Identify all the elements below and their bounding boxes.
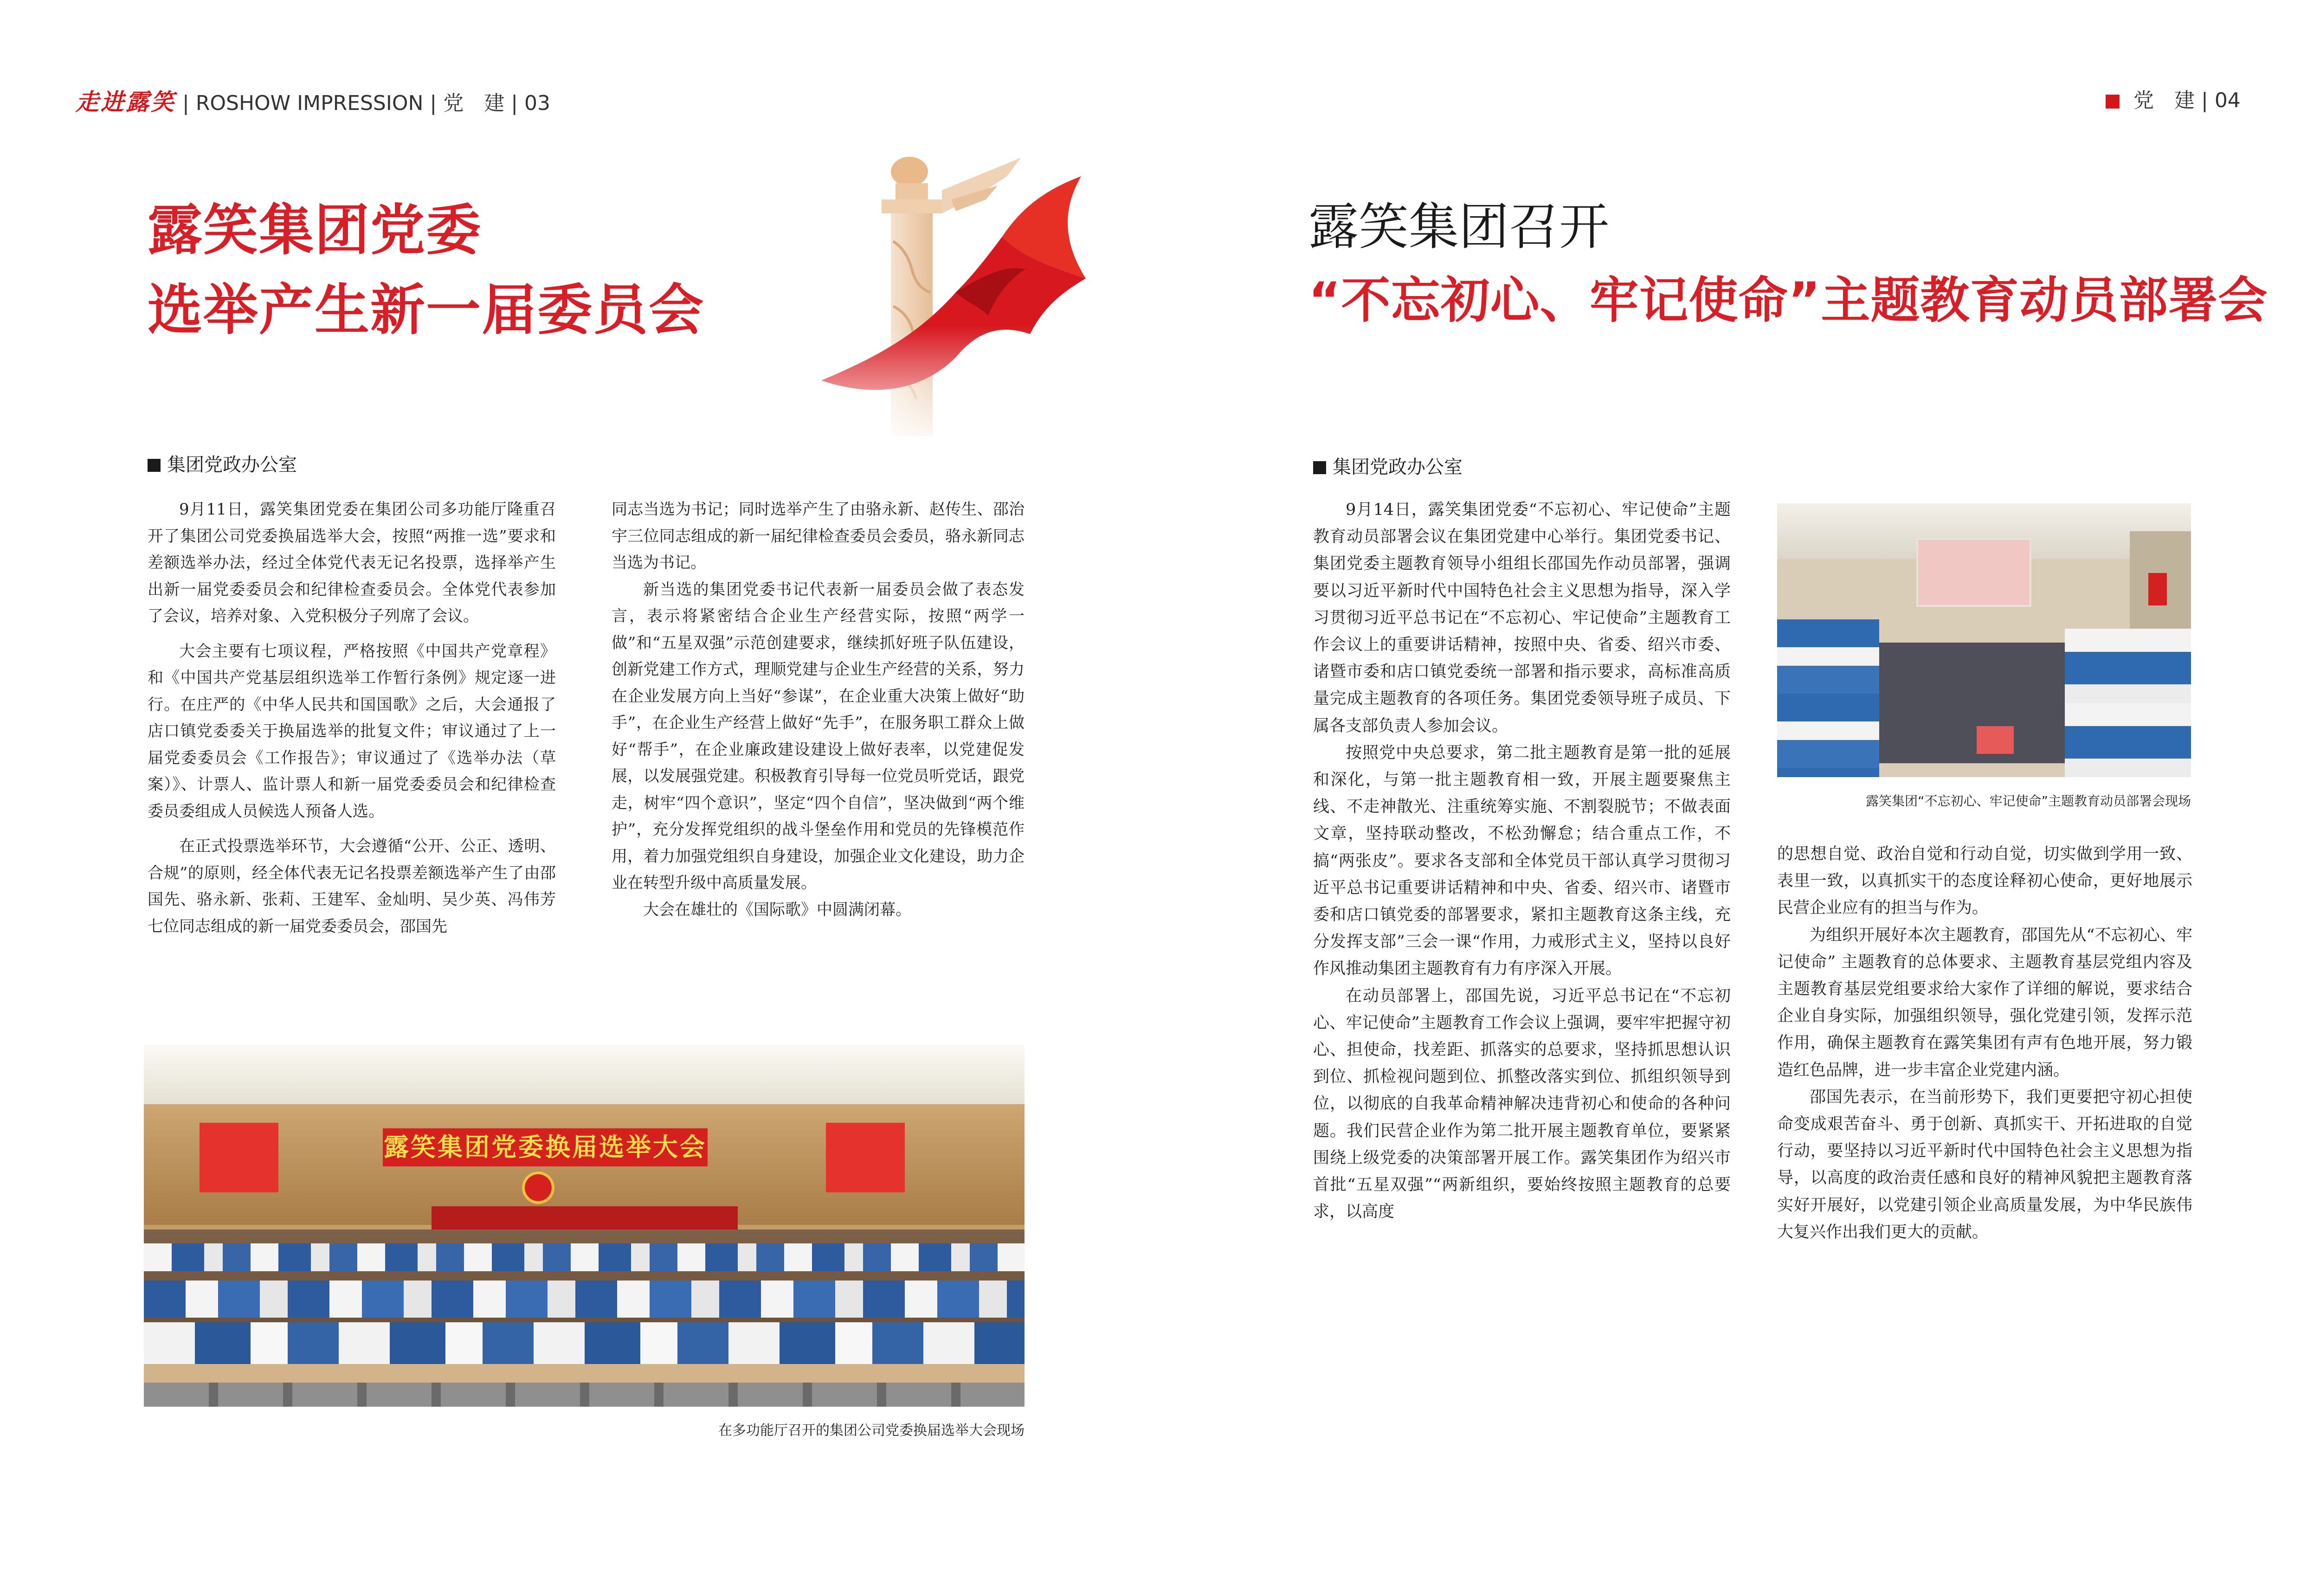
paragraph: 大会主要有七项议程，严格按照《中国共产党章程》和《中国共产党基层组织选举工作暂行条例》规定逐一进行。在庄严的《中华人民共和国国歌》之后，大会通报了店口镇党委委关于换届选举的批复文件；审议通过了上一届党委委员会《工作报告》；审议通过了《选举办法（草案）》、计票人、监计票人和新一届党委委员会和纪律检查委员委组成人员候选人预备人选。 <box>148 642 556 821</box>
page-number: 03 <box>524 91 551 115</box>
right-column-1 <box>1313 496 1731 1225</box>
right-title-line2: “不忘初心、牢记使命”主题教育动员部署会 <box>1308 272 2268 329</box>
paragraph: 在正式投票选举环节，大会遵循“公开、公正、透明、合规”的原则，经全体代表无记名投票差额选举产生了由邵国先、骆永新、张莉、王建军、金灿明、吴少英、冯伟芳七位同志组成的新一届党委委员会，邵国先 <box>148 837 556 936</box>
right-column-2 <box>1777 841 2192 1246</box>
projection-screen <box>1916 538 2031 607</box>
left-title-line2: 选举产生新一届委员会 <box>148 278 705 342</box>
paragraph: 在动员部署上，邵国先说，习近平总书记在“不忘初心、牢记使命”主题教育工作会议上强调，要牢牢把握守初心、担使命，找差距、抓落实的总要求，坚持抓思想认识到位、抓检视问题到位、抓整改落实到位、抓组织领导到位，以彻底的自我革命精神解决违背初心和使命的各种问题。我们民营企业作为第二批开展主题教育单位，要紧紧围绕上级党委的决策部署开展工作。露笑集团作为绍兴市首批“五星双强”“两新组织，要始终按照主题教育的总要求，以高度 <box>1313 986 1731 1222</box>
byline-square-icon <box>148 459 161 472</box>
audience-row <box>144 1281 1025 1318</box>
right-photo-caption: 露笑集团“不忘初心、牢记使命”主题教育动员部署会现场 <box>1865 793 2191 809</box>
paragraph: 的思想自觉、政治自觉和行动自觉，切实做到学用一致、表里一致，以真抓实干的态度诠释初心使命，更好地展示民营企业应有的担当与作为。 <box>1777 845 2192 918</box>
left-page-header <box>76 84 550 117</box>
right-byline <box>1313 452 1463 479</box>
banner-text: 露笑集团党委换届选举大会 <box>384 1133 707 1162</box>
section-square-icon <box>2106 95 2120 109</box>
byline-text: 集团党政办公室 <box>167 454 297 476</box>
header-divider: | <box>182 91 196 115</box>
magazine-logo: 走进露笑 <box>76 89 176 116</box>
right-side-banner <box>826 1123 905 1192</box>
stage-banner <box>383 1128 708 1166</box>
left-column-2 <box>612 496 1025 923</box>
left-column-1 <box>148 496 556 940</box>
laptop-screen <box>1977 726 2014 754</box>
byline-square-icon <box>1313 461 1326 474</box>
front-desk-row <box>144 1364 1025 1383</box>
paragraph: 邵国先表示，在当前形势下，我们更要把守初心担使命变成艰苦奋斗、勇于创新、真抓实干、开拓进取的自觉行动，要坚持以习近平新时代中国特色社会主义思想为指导，以高度的政治责任感和良好的精神风貌把主题教育落实好开展好，以党建引领企业高质量发展，为中华民族伟大复兴作出我们更大的贡献。 <box>1777 1088 2192 1242</box>
audience-row <box>144 1243 1025 1271</box>
paragraph: 按照党中央总要求，第二批主题教育是第一批的延展和深化，与第一批主题教育相一致，开展主题要聚焦主线、不走神散光、注重统筹实施、不割裂脱节；不做表面文章，坚持联动整改，不松劲懈怠；结合重点工作，不搞“两张皮”。要求各支部和全体党员干部认真学习贯彻习近平总书记重要讲话精神和中央、省委、绍兴市、诸暨市委和店口镇党委的部署要求，紧扣主题教育这条主线，充分发挥支部”三会一课“作用，力戒形式主义，坚持以良好作风推动集团主题教育有力有序深入开展。 <box>1313 743 1731 978</box>
section-label: 党 建 <box>443 91 505 115</box>
right-title-line1: 露笑集团召开 <box>1308 198 1610 256</box>
audience-row <box>144 1322 1025 1364</box>
paragraph: 9月11日，露笑集团党委在集团公司多功能厅隆重召开了集团公司党委换届选举大会，按照“两推一选”要求和差额选举办法，经过全体党代表无记名投票，选择举产生出新一届党委委员会和纪律检查委员会。全体党代表参加了会议，培养对象、入党积极分子列席了会议。 <box>148 500 556 625</box>
left-photo-caption: 在多功能厅召开的集团公司党委换届选举大会现场 <box>718 1422 1025 1439</box>
party-emblem <box>522 1171 554 1204</box>
mobilization-meeting-photo <box>1777 503 2191 777</box>
left-title-line1: 露笑集团党委 <box>148 198 482 262</box>
left-side-banner <box>200 1123 278 1192</box>
header-divider: | <box>511 91 525 115</box>
header-divider: | <box>2201 89 2215 112</box>
huabiao-ribbon-decoration <box>803 139 1100 450</box>
right-article-title <box>1308 195 2268 333</box>
paragraph: 新当选的集团党委书记代表新一届委员会做了表态发言，表示将紧密结合企业生产经营实际，按照“两学一做”和“五星双强”示范创建要求，继续抓好班子队伍建设，创新党建工作方式，理顺党建与企业生产经营的关系，努力在企业发展方向上当好“参谋”，在企业重大决策上做好“助手”，在企业生产经营上做好“先手”，在服务职工群众上做好“帮手”，在企业廉政建设建设上做好表率，以党建促发展，以发展强党建。积极教育引导每一位党员听党话，跟党走，树牢“四个意识”，坚定“四个自信”，坚决做到“两个维护”，充分发挥党组织的战斗堡垒作用和党员的先锋模范作用，着力加强党组织自身建设，加强企业文化建设，助力企业在转型升级中高质量发展。 <box>612 580 1025 892</box>
right-page-header <box>2106 84 2241 113</box>
magazine-name: ROSHOW IMPRESSION <box>195 91 424 115</box>
attendees-right <box>2065 629 2191 777</box>
front-chair-row <box>144 1383 1025 1407</box>
paragraph: 大会在雄壮的《国际歌》中圆满闭幕。 <box>643 900 911 919</box>
page-number: 04 <box>2214 89 2241 112</box>
left-byline <box>148 450 297 476</box>
attendees-left <box>1777 619 1879 777</box>
header-divider: | <box>430 91 444 115</box>
national-flag <box>2148 573 2167 605</box>
ceiling <box>144 1044 1025 1104</box>
election-meeting-photo <box>144 1044 1025 1407</box>
paragraph: 9月14日，露笑集团党委“不忘初心、牢记使命”主题教育动员部署会议在集团党建中心举行。集团党委书记、集团党委主题教育领导小组组长邵国先作动员部署，强调要以习近平新时代中国特色社会主义思想为指导，深入学习贯彻习近平总书记在“不忘初心、牢记使命”主题教育工作会议上的重要讲话精神，按照中央、省委、绍兴市委、诸暨市委和店口镇党委统一部署和指示要求，高标准高质量完成主题教育的各项任务。集团党委领导班子成员、下属各支部负责人参加会议。 <box>1313 501 1731 735</box>
byline-text: 集团党政办公室 <box>1333 457 1463 478</box>
section-label: 党 建 <box>2133 89 2195 112</box>
paragraph: 同志当选为书记；同时选举产生了由骆永新、赵传生、邵治宇三位同志组成的新一届纪律检查委员会委员，骆永新同志当选为书记。 <box>612 500 1025 572</box>
left-article-title <box>148 190 704 350</box>
stage-table <box>432 1206 738 1229</box>
paragraph: 为组织开展好本次主题教育，邵国先从“不忘初心、牢记使命” 主题教育的总体要求、主题教育基层党组内容及主题教育基层党组要求给大家作了详细的解说，要求结合企业自身实际，加强组织领导，强化党建引领，发挥示范作用，确保主题教育在露笑集团有声有色地开展，努力锻造红色品牌，进一步丰富企业党建内涵。 <box>1777 926 2192 1080</box>
